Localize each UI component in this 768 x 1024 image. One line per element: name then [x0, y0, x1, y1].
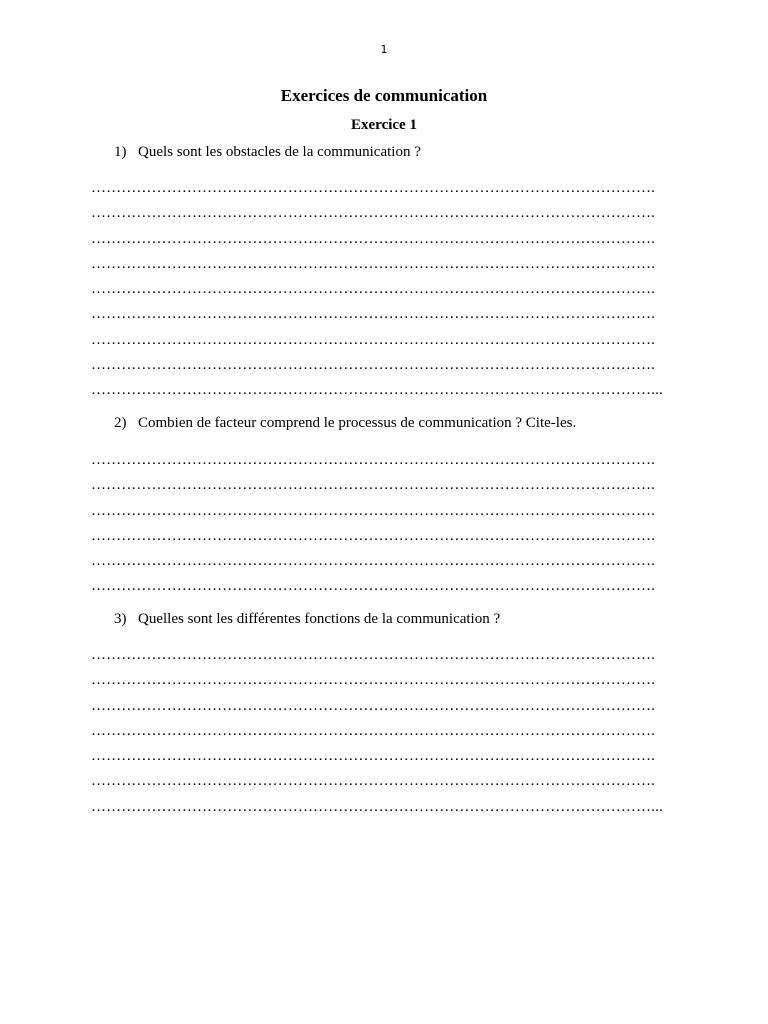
page-number: 1	[380, 43, 388, 56]
answer-line: ………………………………………………………………………………………………….	[91, 647, 656, 663]
question-number: 2)	[114, 415, 127, 431]
answer-line: ………………………………………………………………………………………………….	[91, 281, 656, 298]
exercise-heading: Exercice 1	[351, 117, 417, 133]
answer-line: …………………………………………………………………………………………………...	[91, 798, 663, 815]
answer-line: ………………………………………………………………………………………………….	[91, 578, 656, 595]
answer-line: ………………………………………………………………………………………………….	[91, 722, 656, 739]
answer-line: ………………………………………………………………………………………………….	[91, 672, 656, 689]
answer-line: ………………………………………………………………………………………………….	[91, 553, 656, 570]
answer-line: ………………………………………………………………………………………………….	[91, 502, 656, 519]
question-1	[114, 144, 421, 161]
answer-area-1	[91, 176, 681, 404]
answer-line: …………………………………………………………………………………………………...	[91, 382, 663, 399]
answer-line: ………………………………………………………………………………………………….	[91, 180, 656, 196]
answer-line: ………………………………………………………………………………………………….	[91, 255, 656, 272]
answer-line: ………………………………………………………………………………………………….	[91, 306, 656, 323]
answer-line: ………………………………………………………………………………………………….	[91, 230, 656, 247]
question-number: 3)	[114, 611, 127, 627]
question-text: Quelles sont les différentes fonctions de la communication ?	[138, 611, 501, 627]
answer-area-2	[91, 448, 681, 600]
question-3	[114, 611, 500, 628]
answer-line: ………………………………………………………………………………………………….	[91, 331, 656, 348]
question-2	[114, 415, 576, 432]
answer-line: ………………………………………………………………………………………………….	[91, 452, 656, 468]
answer-line: ………………………………………………………………………………………………….	[91, 527, 656, 544]
answer-line: ………………………………………………………………………………………………….	[91, 205, 656, 222]
answer-line: ………………………………………………………………………………………………….	[91, 697, 656, 714]
question-text: Quels sont les obstacles de la communication ?	[138, 144, 421, 160]
answer-line: ………………………………………………………………………………………………….	[91, 357, 656, 374]
answer-line: ………………………………………………………………………………………………….	[91, 773, 656, 790]
answer-area-3	[91, 643, 681, 820]
answer-line: ………………………………………………………………………………………………….	[91, 748, 656, 765]
answer-line: ………………………………………………………………………………………………….	[91, 477, 656, 494]
question-text: Combien de facteur comprend le processus de communication ? Cite-les.	[138, 415, 577, 431]
question-number: 1)	[114, 144, 127, 160]
document-title: Exercices de communication	[280, 86, 488, 105]
